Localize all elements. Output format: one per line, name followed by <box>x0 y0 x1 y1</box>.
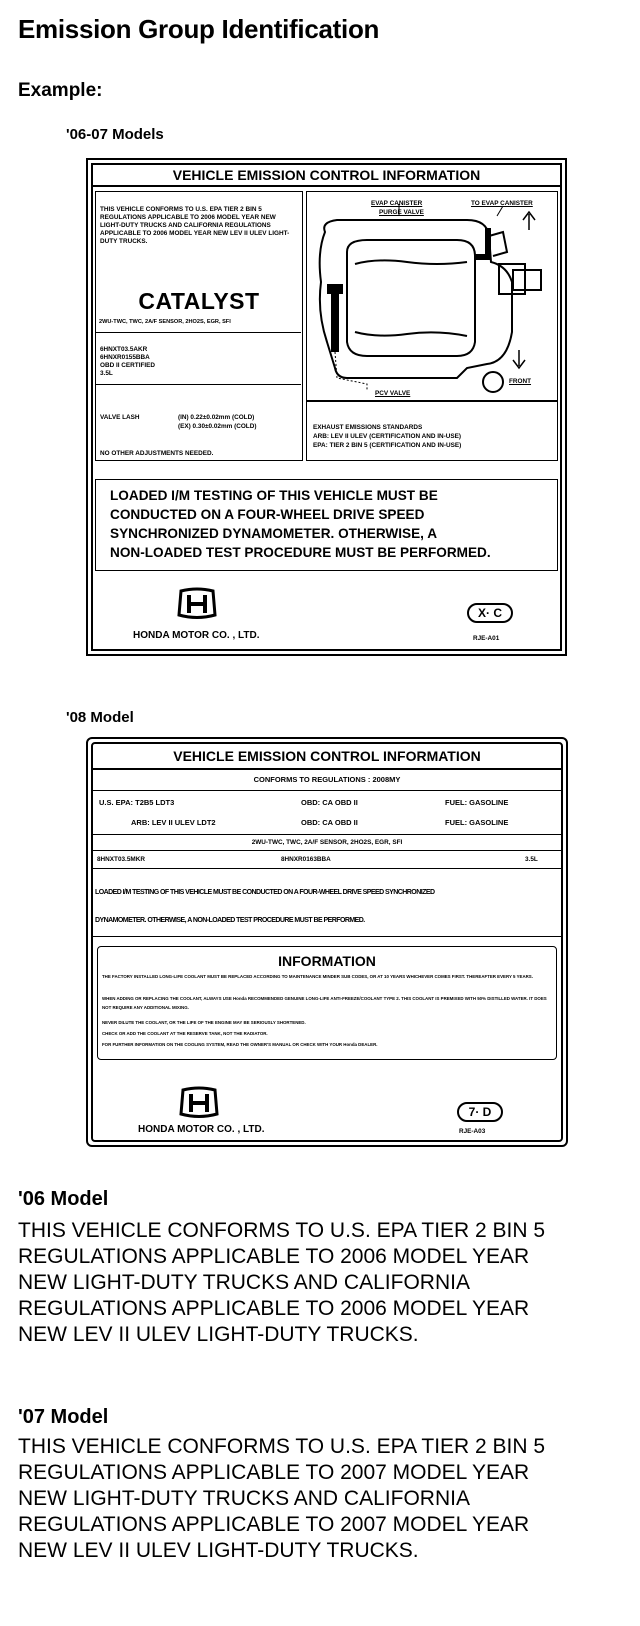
label1-banner: VEHICLE EMISSION CONTROL INFORMATION <box>172 167 481 183</box>
model-06-heading: '06 Model <box>18 1188 109 1210</box>
honda-logo <box>177 587 217 621</box>
left-column <box>95 191 303 461</box>
text-line: REGULATIONS APPLICABLE TO 2006 MODEL YEAR <box>18 1245 530 1268</box>
engine-code-4: 3.5L <box>100 370 113 377</box>
info-item-3: NEVER DILUTE THE COOLANT, OR THE LIFE OF THE ENGINE MAY BE SERIOUSLY SHORTENED. <box>102 1020 306 1025</box>
text-line: REGULATIONS APPLICABLE TO 2007 MODEL YEAR <box>18 1513 530 1536</box>
row2-c: FUEL: GASOLINE <box>445 818 509 827</box>
divider <box>93 868 561 869</box>
exhaust-line-1: EXHAUST EMISSIONS STANDARDS <box>313 424 423 431</box>
label2-banner: VEHICLE EMISSION CONTROL INFORMATION <box>173 748 481 764</box>
code-id: RJE-A03 <box>459 1128 486 1135</box>
text-line: THIS VEHICLE CONFORMS TO U.S. EPA TIER 2 BIN 5 <box>18 1435 546 1458</box>
text-line: NEW LIGHT-DUTY TRUCKS AND CALIFORNIA <box>18 1487 470 1510</box>
exhaust-box <box>306 401 558 461</box>
no-adjust: NO OTHER ADJUSTMENTS NEEDED. <box>100 450 214 457</box>
to-evap-label: TO EVAP CANISTER <box>471 200 533 207</box>
label1-inner <box>91 163 562 651</box>
right-column <box>306 191 558 401</box>
loaded-line-1: LOADED I/M TESTING OF THIS VEHICLE MUST BE CONDUCTED ON A FOUR-WHEEL DRIVE SPEED SYNCHRONIZED <box>95 889 435 896</box>
info-item-4: CHECK OR ADD THE COOLANT AT THE RESERVE TANK, NOT THE RADIATOR. <box>102 1031 268 1036</box>
engine-code-2: 6HNXR0155BBA <box>100 354 150 361</box>
info-title: INFORMATION <box>278 953 376 969</box>
honda-company: HONDA MOTOR CO. , LTD. <box>138 1124 265 1135</box>
honda-logo <box>179 1086 219 1120</box>
label2 <box>86 737 568 1147</box>
purge-valve-label: PURGE VALVE <box>379 209 424 216</box>
text-line: REGULATIONS APPLICABLE TO 2006 MODEL YEAR <box>18 1297 530 1320</box>
model-06-text <box>18 1218 628 1348</box>
label2-heading: '08 Model <box>66 709 134 726</box>
divider <box>93 834 561 835</box>
divider <box>93 768 561 770</box>
code-id: RJE-A01 <box>473 635 500 642</box>
loaded-line-2: DYNAMOMETER. OTHERWISE, A NON-LOADED TEST PROCEDURE MUST BE PERFORMED. <box>95 917 365 924</box>
code-badge: 7· D <box>457 1102 503 1122</box>
divider <box>93 936 561 937</box>
row2-b: OBD: CA OBD II <box>301 818 358 827</box>
catalyst-title: CATALYST <box>138 288 260 314</box>
label1 <box>86 158 567 656</box>
exhaust-line-2: ARB: LEV II ULEV (CERTIFICATION AND IN-USE) <box>313 433 462 440</box>
catalyst-sub: 2WU-TWC, TWC, 2A/F SENSOR, 2HO2S, EGR, SFI <box>99 319 231 325</box>
loaded-line-2: CONDUCTED ON A FOUR-WHEEL DRIVE SPEED <box>110 507 425 522</box>
code-a: 8HNXT03.5MKR <box>97 856 145 863</box>
pcv-valve-label: PCV VALVE <box>375 390 411 397</box>
exhaust-line-3: EPA: TIER 2 BIN 5 (CERTIFICATION AND IN-USE) <box>313 442 462 449</box>
code-c: 3.5L <box>525 856 538 863</box>
conform-text: THIS VEHICLE CONFORMS TO U.S. EPA TIER 2 BIN 5 REGULATIONS APPLICABLE TO 2006 MODEL YEAR NEW LIGHT-DUTY TRUCKS AND CALIFORNIA REGULATIONS APPLICABLE TO 2006 MODEL YEAR NEW LEV II ULEV LIGHT-DUTY TRUCKS. <box>100 206 290 245</box>
example-label: Example: <box>18 80 103 101</box>
info-item-5: FOR FURTHER INFORMATION ON THE COOLING SYSTEM, READ THE OWNER'S MANUAL OR CHECK WITH YOUR Honda DEALER. <box>102 1042 378 1047</box>
valve-ex: (EX) 0.30±0.02mm (COLD) <box>178 423 257 430</box>
text-line: NEW LEV II ULEV LIGHT-DUTY TRUCKS. <box>18 1323 419 1346</box>
honda-company: HONDA MOTOR CO. , LTD. <box>133 630 260 641</box>
row2-a: ARB: LEV II ULEV LDT2 <box>131 818 216 827</box>
info-item-1: THE FACTORY INSTALLED LONG-LIFE COOLANT MUST BE REPLACED ACCORDING TO MAINTENANCE MINDER SUB CODES, OR AT 10 YEARS WHICHEVER COMES FIRST. THEREAFTER EVERY 5 YEARS. <box>102 974 533 979</box>
loaded-line-3: SYNCHRONIZED DYNAMOMETER. OTHERWISE, A <box>110 526 438 541</box>
conforms-line: CONFORMS TO REGULATIONS : 2008MY <box>253 775 401 784</box>
row1-c: FUEL: GASOLINE <box>445 798 509 807</box>
front-label: FRONT <box>509 378 532 385</box>
divider <box>93 850 561 851</box>
engine-code-1: 6HNXT03.5AKR <box>100 346 148 353</box>
valve-in: (IN) 0.22±0.02mm (COLD) <box>178 414 255 421</box>
engine-code-3: OBD II CERTIFIED <box>100 362 156 369</box>
info-item-2: WHEN ADDING OR REPLACING THE COOLANT, ALWAYS USE Honda RECOMMENDED GENUINE LONG-LIFE ANTI-FREEZE/COOLANT TYPE 2. THIS COOLANT IS PREMIXED WITH 50% DISTILLED WATER. IT DOES NOT REQUIRE ANY ADDITIONAL MIXING. <box>102 996 547 1010</box>
label2-inner <box>91 742 563 1142</box>
label1-heading: '06-07 Models <box>66 126 164 143</box>
text-line: NEW LEV II ULEV LIGHT-DUTY TRUCKS. <box>18 1539 419 1562</box>
banner-divider <box>93 185 560 187</box>
code-b: 8HNXR0163BBA <box>281 856 331 863</box>
text-line: NEW LIGHT-DUTY TRUCKS AND CALIFORNIA <box>18 1271 470 1294</box>
catalyst-sub: 2WU-TWC, TWC, 2A/F SENSOR, 2HO2S, EGR, SFI <box>251 839 403 846</box>
text-line: REGULATIONS APPLICABLE TO 2007 MODEL YEAR <box>18 1461 530 1484</box>
engine-diagram <box>307 192 557 400</box>
divider <box>96 332 301 333</box>
row1-b: OBD: CA OBD II <box>301 798 358 807</box>
model-07-heading: '07 Model <box>18 1406 109 1428</box>
divider <box>93 790 561 791</box>
info-box <box>97 946 557 1060</box>
model-07-text <box>18 1434 628 1564</box>
row1-a: U.S. EPA: T2B5 LDT3 <box>99 798 175 807</box>
evap-canister-label: EVAP CANISTER <box>371 200 423 207</box>
loaded-line-1: LOADED I/M TESTING OF THIS VEHICLE MUST BE <box>110 488 438 503</box>
valve-lash-label: VALVE LASH <box>100 414 140 421</box>
text-line: THIS VEHICLE CONFORMS TO U.S. EPA TIER 2 BIN 5 <box>18 1219 546 1242</box>
divider <box>96 384 301 385</box>
page-title: Emission Group Identification <box>18 14 380 44</box>
code-badge: X· C <box>467 603 513 623</box>
loaded-line-4: NON-LOADED TEST PROCEDURE MUST BE PERFORMED. <box>110 545 491 560</box>
loaded-box <box>95 479 558 571</box>
